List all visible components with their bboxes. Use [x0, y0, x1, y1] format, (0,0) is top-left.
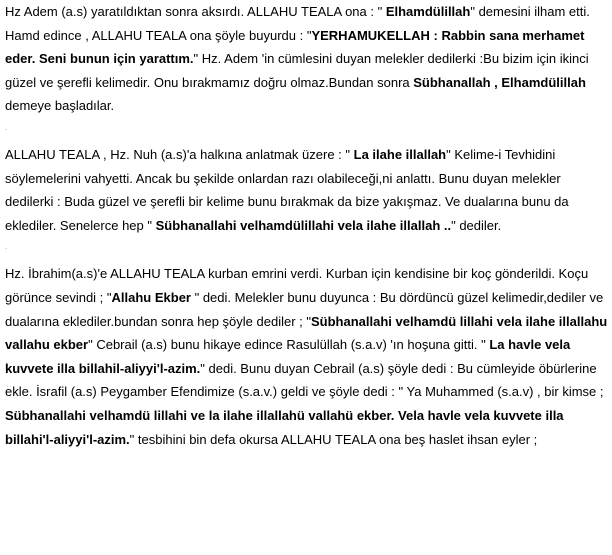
text-run: " Cebrail (a.s) bunu hikaye edince Rasulüllah (s.a.v) 'ın hoşuna gitti. " — [88, 337, 490, 353]
separator-dot: . — [5, 122, 8, 132]
separator-dot: . — [5, 242, 8, 252]
text-run: " Hz. Adem 'in cümlesini duyan melekler dedilerki :Bu bizim için ikinci güzel ve şerefli kelimedir. Onu bırakmamız doğru olmaz.Bundan sonra — [5, 51, 589, 90]
text-run: Hz Adem (a.s) yaratıldıktan sonra aksırdı. ALLAHU TEALA ona : " — [5, 4, 386, 19]
text-run: ALLAHU TEALA , Hz. Nuh (a.s)'a halkına anlatmak üzere : " — [5, 146, 354, 162]
paragraph-nuh — [5, 143, 609, 237]
paragraph-ibrahim — [5, 262, 609, 404]
text-run: " demesini ilham etti. Hamd edince , ALLAHU TEALA ona şöyle buyurdu : " — [5, 4, 590, 43]
paragraph-tesbih — [5, 404, 609, 451]
bold-phrase: Sübhanallahi velhamdülillahi vela ilahe illallah .. — [155, 217, 452, 233]
text-run: " dedi. Bunu duyan Cebrail (a.s) şöyle dedi : Bu cümleyide öbürlerine ekle. İsrafil (a.s) Peygamber Efendimize (s.a.v.) geldi ve şöyle dedi : " Ya Muhammed (s.a.v) , bir kimse ; — [5, 360, 604, 400]
paragraph-adem — [5, 0, 609, 118]
bold-phrase: Elhamdülillah — [385, 4, 471, 19]
bold-phrase: YERHAMUKELLAH : Rabbin sana merhamet eder. Seni bunun için yarattım. — [5, 27, 585, 67]
bold-phrase: La ilahe illallah — [353, 146, 447, 162]
bold-phrase: La havle vela kuvvete illa billahil-aliyyi'l-azim. — [5, 337, 571, 376]
text-run: demeye başladılar. — [5, 98, 115, 114]
text-run: Hz. İbrahim(a.s)'e ALLAHU TEALA kurban emrini verdi. Kurban için kendisine bir koç gönderildi. Koçu görünce sevindi ; " — [5, 266, 589, 305]
text-run: " Kelime-i Tevhidini söylemelerini vahyetti. Ancak bu şekilde onlardan razı olabileceği,ni anlattı. Bunu duyan melekler dedilerki : Buda güzel ve şerefli bir kelime bunu bırakmak da bize yakışmaz. Ve dualarına bunu da eklediler. Senelerce hep " — [5, 146, 569, 233]
text-run: " dedi. Melekler bunu duyunca : Bu dördüncü güzel kelimedir,dediler ve dualarına eklediler.bundan sonra hep şöyle dediler ; " — [5, 289, 604, 329]
text-run: " dediler. — [451, 217, 502, 233]
text-run: " tesbihini bin defa okursa ALLAHU TEALA ona beş haslet ihsan eyler ; — [129, 431, 538, 447]
bold-phrase: Allahu Ekber — [111, 289, 191, 305]
paragraph-separator — [5, 237, 609, 262]
bold-phrase: Sübhanallah , Elhamdülillah — [413, 74, 586, 90]
paragraph-separator — [5, 118, 609, 143]
document-body — [5, 0, 609, 451]
bold-phrase: Sübhanallahi velhamdü lillahi ve la ilahe illallahü vallahü ekber. Vela havle vela kuvvete illa billahi'l-aliyyi'l-azim. — [5, 407, 564, 447]
bold-phrase: Sübhanallahi velhamdü lillahi vela ilahe illallahu vallahu ekber — [5, 313, 608, 353]
